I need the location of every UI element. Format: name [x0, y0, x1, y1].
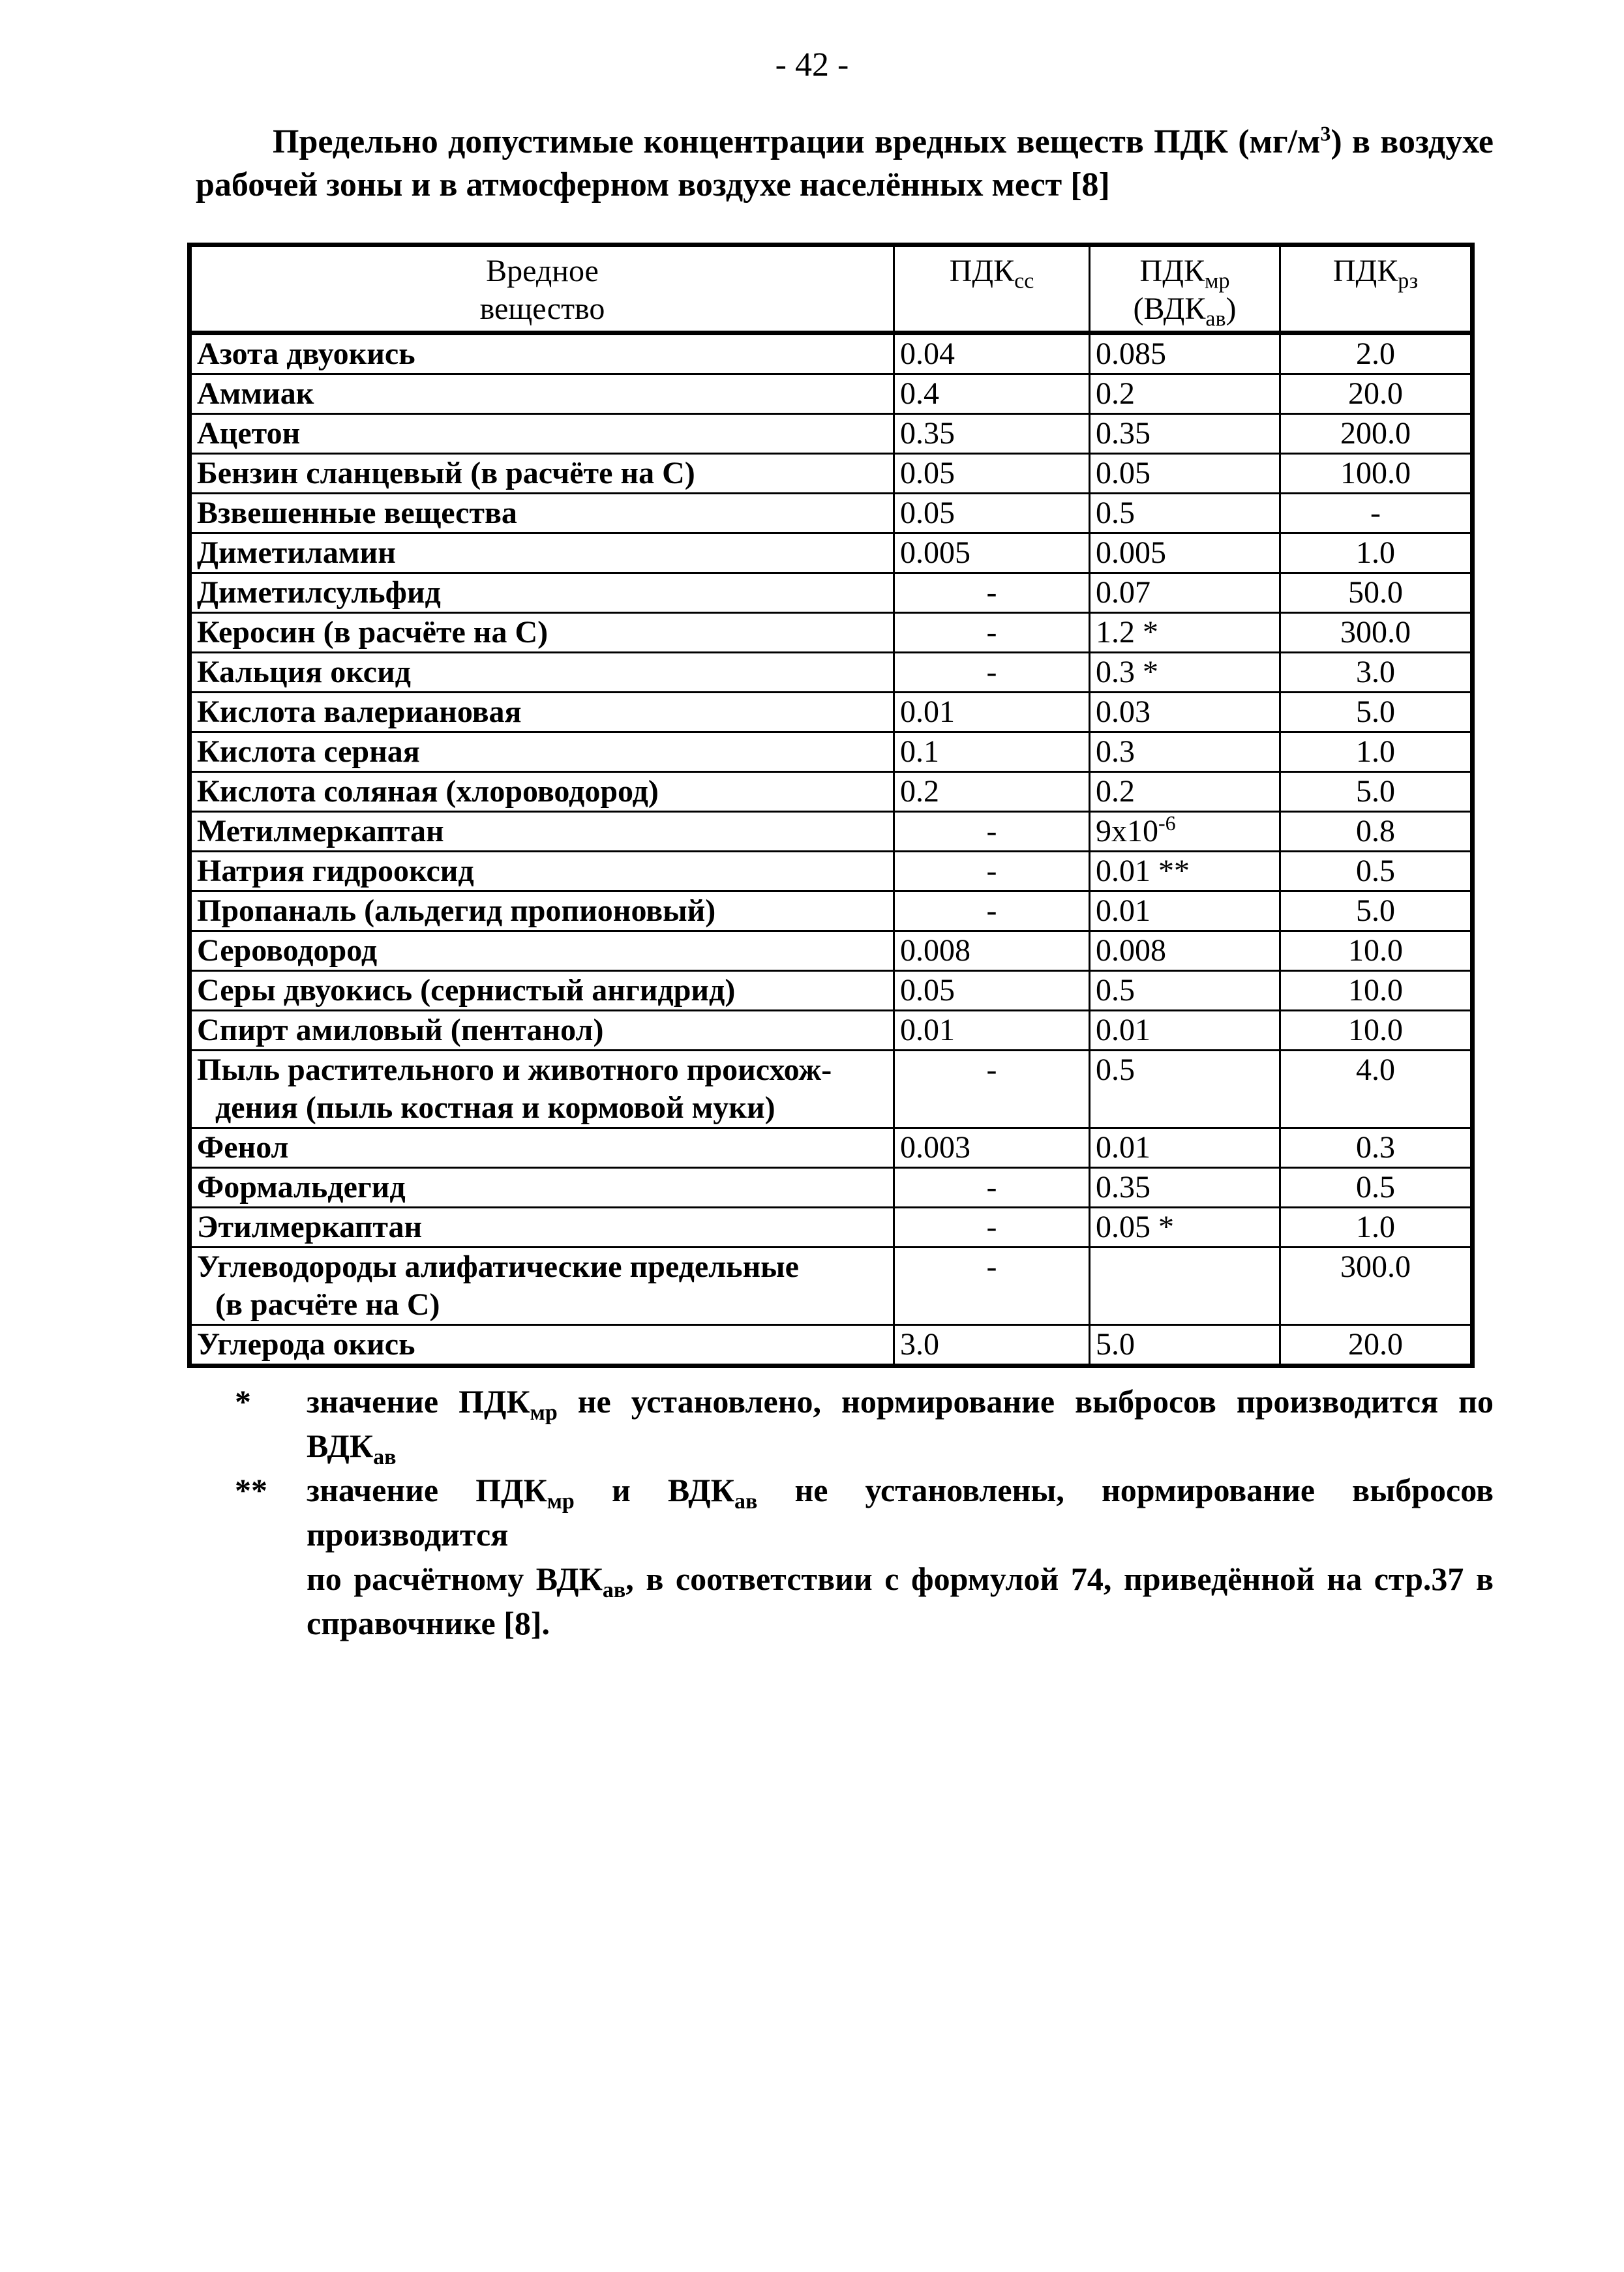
cell-pdk-mr: 5.0 — [1090, 1325, 1280, 1366]
cell-substance: Метилмеркаптан — [190, 812, 894, 852]
cell-pdk-mr: 0.5 — [1090, 971, 1280, 1011]
footnote-mark: ** — [235, 1472, 267, 1508]
cell-pdk-rz: 20.0 — [1280, 374, 1473, 414]
table-row — [190, 891, 1473, 931]
cell-pdk-rz: 0.3 — [1280, 1128, 1473, 1168]
table-row — [190, 931, 1473, 971]
cell-pdk-rz: 3.0 — [1280, 653, 1473, 693]
cell-substance: Пропаналь (альдегид пропионовый) — [190, 891, 894, 931]
cell-pdk-mr: 0.3 — [1090, 732, 1280, 772]
cell-substance: Углерода окись — [190, 1325, 894, 1366]
cell-substance: Кислота валериановая — [190, 693, 894, 732]
header-pdk-ss: $ПДК_{сс}$ — [894, 245, 1090, 333]
table-row — [190, 732, 1473, 772]
header-pdk-mr: $ПДК_{мр}$ $(ВДК_{ав})$ — [1090, 245, 1280, 333]
cell-pdk-rz: 10.0 — [1280, 971, 1473, 1011]
table-row — [190, 772, 1473, 812]
cell-pdk-rz: 5.0 — [1280, 772, 1473, 812]
cell-pdk-rz: 50.0 — [1280, 573, 1473, 613]
cell-substance: Углеводороды алифатические предельные (в расчёте на С) — [190, 1248, 894, 1325]
cell-substance: Кислота соляная (хлороводород) — [190, 772, 894, 812]
cell-pdk-mr: 0.05 * — [1090, 1208, 1280, 1248]
cell-pdk-ss: - — [894, 573, 1090, 613]
table-row — [190, 1248, 1473, 1325]
table-row — [190, 1051, 1473, 1128]
cell-substance: Этилмеркаптан — [190, 1208, 894, 1248]
cell-substance: Натрия гидрооксид — [190, 852, 894, 891]
page-number: - 42 - — [775, 46, 849, 83]
table-row — [190, 693, 1473, 732]
table-row — [190, 1011, 1473, 1051]
header-substance: Вредное вещество — [190, 245, 894, 333]
table-row — [190, 653, 1473, 693]
footnote-single-star: * значение $ПДК_{мр}$ не установлено, нормирование выбросов производится по $ВДК_{ав}$ — [196, 1379, 1494, 1468]
cell-pdk-rz: 10.0 — [1280, 931, 1473, 971]
cell-pdk-mr: 0.01 ** — [1090, 852, 1280, 891]
pdk-table — [187, 243, 1475, 1368]
cell-substance: Азота двуокись — [190, 333, 894, 374]
table-row — [190, 494, 1473, 533]
table-row — [190, 454, 1473, 494]
cell-substance: Сероводород — [190, 931, 894, 971]
cell-pdk-rz: 1.0 — [1280, 732, 1473, 772]
table-row — [190, 333, 1473, 374]
cell-substance: Кислота серная — [190, 732, 894, 772]
cell-pdk-mr: 1.2 * — [1090, 613, 1280, 653]
cell-pdk-rz: 5.0 — [1280, 891, 1473, 931]
cell-pdk-ss: 0.01 — [894, 1011, 1090, 1051]
cell-pdk-mr: 0.5 — [1090, 1051, 1280, 1128]
cell-pdk-ss: - — [894, 1168, 1090, 1208]
cell-pdk-ss: - — [894, 653, 1090, 693]
cell-pdk-rz: 0.8 — [1280, 812, 1473, 852]
cell-pdk-ss: - — [894, 852, 1090, 891]
cell-pdk-rz: 2.0 — [1280, 333, 1473, 374]
cell-pdk-mr: 0.085 — [1090, 333, 1280, 374]
cell-pdk-rz: 4.0 — [1280, 1051, 1473, 1128]
cell-pdk-mr: 0.5 — [1090, 494, 1280, 533]
header-pdk-rz: $ПДК_{рз}$ — [1280, 245, 1473, 333]
cell-pdk-mr — [1090, 1248, 1280, 1325]
footnotes — [196, 1379, 1494, 1645]
cell-substance: Керосин (в расчёте на С) — [190, 613, 894, 653]
cell-pdk-mr: 0.2 — [1090, 772, 1280, 812]
cell-pdk-rz: 0.5 — [1280, 852, 1473, 891]
cell-pdk-ss: - — [894, 613, 1090, 653]
cell-pdk-ss: 0.05 — [894, 454, 1090, 494]
cell-pdk-ss: - — [894, 1248, 1090, 1325]
cell-pdk-mr: $9x10^{-6}$ — [1090, 812, 1280, 852]
cell-substance: Диметилсульфид — [190, 573, 894, 613]
cell-substance: Фенол — [190, 1128, 894, 1168]
cell-substance: Взвешенные вещества — [190, 494, 894, 533]
cell-pdk-mr: 0.01 — [1090, 1011, 1280, 1051]
cell-pdk-ss: - — [894, 891, 1090, 931]
cell-substance: Диметиламин — [190, 533, 894, 573]
cell-pdk-ss: - — [894, 1208, 1090, 1248]
table-row — [190, 1168, 1473, 1208]
cell-substance: Пыль растительного и животного происхож- дения (пыль костная и кормовой муки) — [190, 1051, 894, 1128]
cell-pdk-mr: 0.35 — [1090, 1168, 1280, 1208]
cell-pdk-mr: 0.01 — [1090, 1128, 1280, 1168]
cell-pdk-ss: - — [894, 1051, 1090, 1128]
cell-pdk-ss: 0.04 — [894, 333, 1090, 374]
cell-pdk-ss: 0.003 — [894, 1128, 1090, 1168]
cell-pdk-ss: 0.35 — [894, 414, 1090, 454]
table-row — [190, 573, 1473, 613]
cell-pdk-ss: 0.005 — [894, 533, 1090, 573]
cell-pdk-ss: 3.0 — [894, 1325, 1090, 1366]
caption-line-2: рабочей зоны и в атмосферном воздухе населённых мест [8] — [196, 166, 1110, 203]
cell-pdk-rz: 10.0 — [1280, 1011, 1473, 1051]
table-row — [190, 812, 1473, 852]
cell-substance: Формальдегид — [190, 1168, 894, 1208]
cell-pdk-ss: 0.2 — [894, 772, 1090, 812]
table-row — [190, 533, 1473, 573]
cell-pdk-rz: 5.0 — [1280, 693, 1473, 732]
cell-pdk-mr: 0.03 — [1090, 693, 1280, 732]
cell-pdk-mr: 0.3 * — [1090, 653, 1280, 693]
cell-pdk-ss: 0.05 — [894, 971, 1090, 1011]
table-row — [190, 374, 1473, 414]
cell-pdk-ss: 0.1 — [894, 732, 1090, 772]
cell-pdk-ss: - — [894, 812, 1090, 852]
cell-pdk-ss: 0.01 — [894, 693, 1090, 732]
cell-substance: Бензин сланцевый (в расчёте на С) — [190, 454, 894, 494]
caption-line-1: Предельно допустимые концентрации вредных веществ ПДК $(мг/м^3)$ в воздухе — [273, 121, 1494, 160]
cell-pdk-ss: 0.008 — [894, 931, 1090, 971]
cell-pdk-rz: 300.0 — [1280, 1248, 1473, 1325]
cell-pdk-rz: 100.0 — [1280, 454, 1473, 494]
table-row — [190, 971, 1473, 1011]
table-row — [190, 613, 1473, 653]
cell-substance: Ацетон — [190, 414, 894, 454]
cell-pdk-rz: 20.0 — [1280, 1325, 1473, 1366]
cell-pdk-mr: 0.01 — [1090, 891, 1280, 931]
table-row — [190, 852, 1473, 891]
cell-pdk-ss: 0.05 — [894, 494, 1090, 533]
cell-pdk-mr: 0.2 — [1090, 374, 1280, 414]
table-row — [190, 1208, 1473, 1248]
table-caption — [196, 121, 1494, 207]
cell-pdk-rz: 300.0 — [1280, 613, 1473, 653]
table-row — [190, 414, 1473, 454]
footnote-mark: * — [235, 1383, 251, 1420]
cell-pdk-rz: 1.0 — [1280, 1208, 1473, 1248]
cell-pdk-rz: - — [1280, 494, 1473, 533]
cell-substance: Кальция оксид — [190, 653, 894, 693]
cell-pdk-mr: 0.05 — [1090, 454, 1280, 494]
footnote-double-star: ** значение $ПДК_{мр}$ и $ВДК_{ав}$ не установлены, нормирование выбросов производится по расчётному $ВДК_{ав}$, в соответствии с формулой 74, приведённой на стр.37 в справочнике [8]. — [196, 1468, 1494, 1645]
cell-substance: Спирт амиловый (пентанол) — [190, 1011, 894, 1051]
cell-pdk-mr: 0.005 — [1090, 533, 1280, 573]
cell-substance: Серы двуокись (сернистый ангидрид) — [190, 971, 894, 1011]
cell-pdk-mr: 0.008 — [1090, 931, 1280, 971]
table-row — [190, 1128, 1473, 1168]
cell-pdk-ss: 0.4 — [894, 374, 1090, 414]
cell-pdk-mr: 0.07 — [1090, 573, 1280, 613]
cell-pdk-rz: 0.5 — [1280, 1168, 1473, 1208]
cell-substance: Аммиак — [190, 374, 894, 414]
cell-pdk-rz: 1.0 — [1280, 533, 1473, 573]
cell-pdk-rz: 200.0 — [1280, 414, 1473, 454]
cell-pdk-mr: 0.35 — [1090, 414, 1280, 454]
table-row — [190, 1325, 1473, 1366]
table-header-row — [190, 245, 1473, 333]
